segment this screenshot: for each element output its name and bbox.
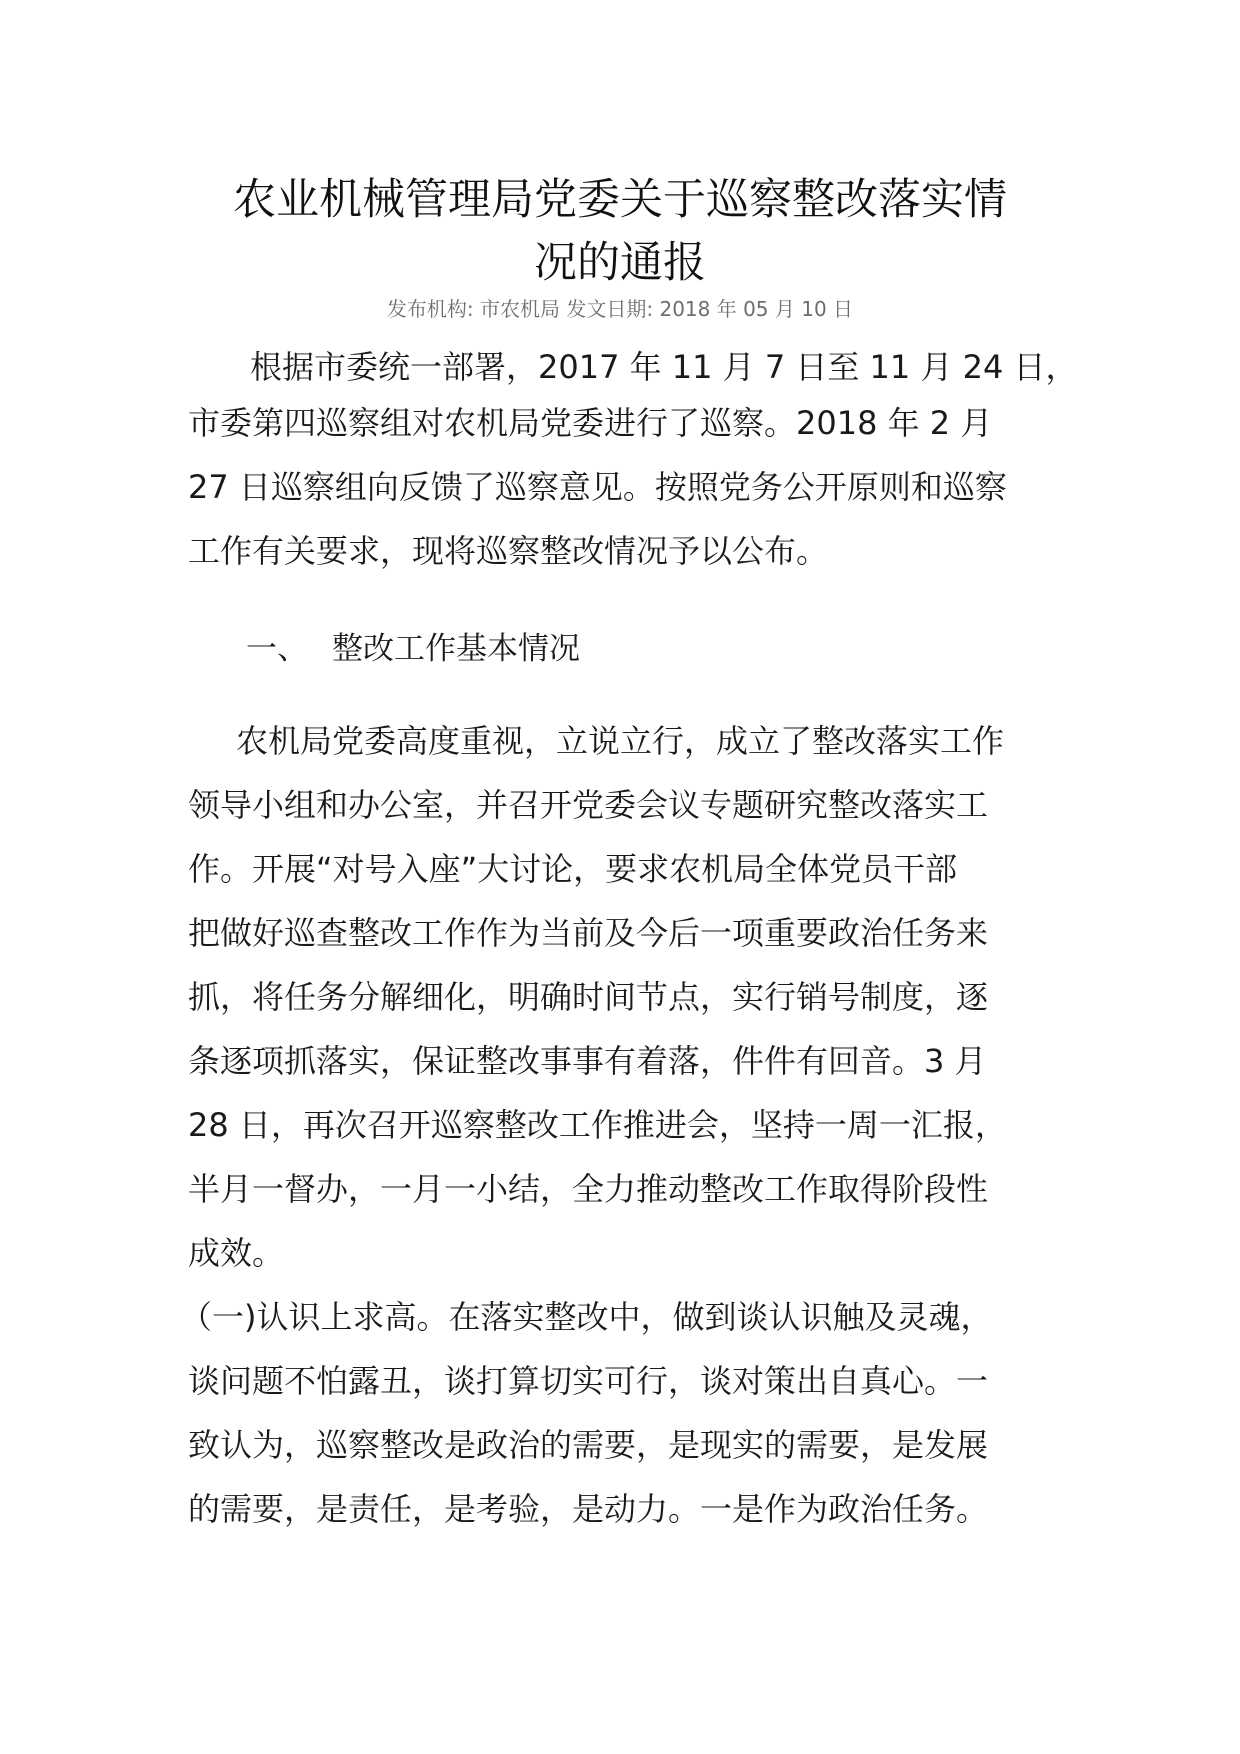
body-line-13: 的需要，是责任，是考验，是动力。一是作为政治任务。 (188, 1490, 989, 1528)
body-line-8: 半月一督办，一月一小结，全力推动整改工作取得阶段性 (188, 1170, 989, 1208)
document-title-line-2: 况的通报 (534, 238, 706, 288)
publish-info: 发布机构: 市农机局 发文日期: 2018 年 05 月 10 日 (386, 297, 854, 321)
body-line-11: 谈问题不怕露丑，谈打算切实可行，谈对策出自真心。一 (188, 1362, 989, 1400)
body-line-6: 条逐项抓落实，保证整改事事有着落，件件有回音。3 月 (188, 1042, 987, 1080)
body-line-7: 28 日，再次召开巡察整改工作推进会，坚持一周一汇报， (188, 1106, 1007, 1144)
body-line-9: 成效。 (188, 1234, 285, 1272)
intro-line-4: 工作有关要求，现将巡察整改情况予以公布。 (188, 532, 829, 570)
body-line-5: 抓，将任务分解细化，明确时间节点，实行销号制度，逐 (188, 978, 989, 1016)
section-heading (246, 627, 580, 671)
body-line-3: 作。开展“对号入座”大讨论，要求农机局全体党员干部 (188, 850, 958, 888)
body-line-1: 农机局党委高度重视，立说立行，成立了整改落实工作 (236, 722, 1005, 760)
body-line-4: 把做好巡查整改工作作为当前及今后一项重要政治任务来 (188, 914, 989, 952)
intro-line-2: 市委第四巡察组对农机局党委进行了巡察。2018 年 2 月 (188, 404, 993, 442)
body-line-12: 致认为，巡察整改是政治的需要，是现实的需要，是发展 (188, 1426, 989, 1464)
section-number: 一、 (246, 631, 308, 667)
document-title-line-1: 农业机械管理局党委关于巡察整改落实情 (233, 175, 1007, 225)
body-line-10: （一)认识上求高。在落实整改中，做到谈认识触及灵魂， (180, 1298, 993, 1336)
intro-line-3: 27 日巡察组向反馈了巡察意见。按照党务公开原则和巡察 (188, 468, 1007, 506)
section-title: 整改工作基本情况 (332, 631, 580, 667)
body-line-2: 领导小组和办公室，并召开党委会议专题研究整改落实工 (188, 786, 989, 824)
intro-line-1: 根据市委统一部署，2017 年 11 月 7 日至 11 月 24 日， (250, 348, 1078, 386)
